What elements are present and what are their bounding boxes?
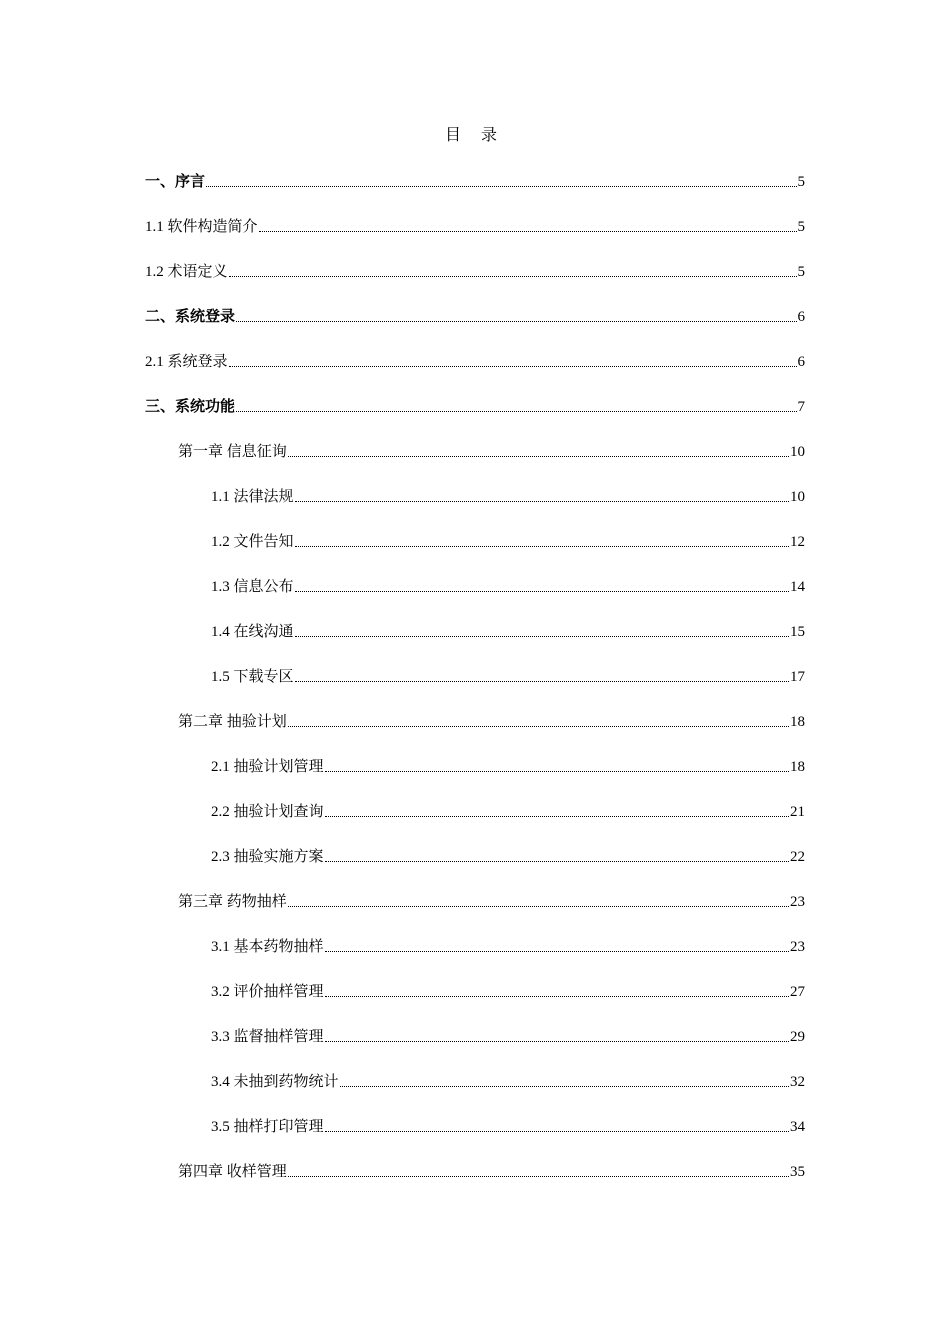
toc-entry[interactable] [211,847,805,867]
toc-entry-title: 第四章 收样管理 [178,1164,287,1180]
toc-dot-leader [325,1131,789,1132]
toc-page-number: 18 [790,714,805,730]
toc-dot-leader [236,411,796,412]
toc-dot-leader [295,591,789,592]
toc-dot-leader [325,1041,789,1042]
toc-entry[interactable] [211,622,805,642]
toc-entry-title: 1.2 文件告知 [211,534,294,550]
toc-dot-leader [325,951,789,952]
toc-dot-leader [325,996,789,997]
toc-dot-leader [206,186,796,187]
toc-entry-title: 1.5 下载专区 [211,669,294,685]
toc-dot-leader [340,1086,789,1087]
toc-page-number: 21 [790,804,805,820]
toc-page-number: 5 [797,219,805,235]
toc-dot-leader [288,906,789,907]
toc-entry[interactable] [211,532,805,552]
toc-entry-title: 1.1 软件构造简介 [145,219,258,235]
toc-page-number: 10 [790,444,805,460]
toc-dot-leader [229,366,797,367]
toc-entry-title: 三、系统功能 [145,398,236,415]
toc-entry[interactable] [178,1162,805,1182]
toc-dot-leader [229,276,797,277]
toc-dot-leader [288,456,789,457]
toc-entry-title: 1.1 法律法规 [211,489,294,505]
toc-page-number: 32 [790,1074,805,1090]
toc-entry[interactable] [211,937,805,957]
toc-page-number: 12 [790,534,805,550]
toc-entry[interactable] [211,757,805,777]
toc-entry[interactable] [211,1027,805,1047]
toc-entry-title: 1.3 信息公布 [211,579,294,595]
toc-dot-leader [295,546,789,547]
toc-entry[interactable] [211,487,805,507]
toc-entry-title: 1.2 术语定义 [145,264,228,280]
toc-page-number: 15 [790,624,805,640]
toc-dot-leader [288,1176,789,1177]
toc-page-number: 18 [790,759,805,775]
toc-entry-title: 3.1 基本药物抽样 [211,939,324,955]
toc-entry-title: 3.5 抽样打印管理 [211,1119,324,1135]
toc-page-number: 6 [797,309,805,325]
toc-entry[interactable] [211,802,805,822]
toc-dot-leader [295,636,789,637]
toc-entry[interactable] [211,667,805,687]
toc-entry[interactable] [178,892,805,912]
toc-entry-title: 2.1 系统登录 [145,354,228,370]
toc-entry[interactable] [211,1072,805,1092]
toc-entry[interactable] [145,352,805,372]
toc-dot-leader [325,816,789,817]
toc-page-number: 27 [790,984,805,1000]
toc-entry[interactable] [211,1117,805,1137]
toc-entry[interactable] [145,172,805,192]
toc-dot-leader [325,861,789,862]
toc-entry[interactable] [211,577,805,597]
toc-page-number: 6 [797,354,805,370]
toc-entry[interactable] [145,307,805,327]
toc-dot-leader [236,321,796,322]
toc-page-number: 5 [797,174,805,190]
toc-entry-title: 1.4 在线沟通 [211,624,294,640]
toc-entry-title: 第二章 抽验计划 [178,714,287,730]
toc-entry-title: 二、系统登录 [145,308,236,325]
toc-entry[interactable] [145,262,805,282]
toc-entry[interactable] [145,217,805,237]
toc-dot-leader [295,681,789,682]
toc-dot-leader [295,501,789,502]
toc-page-number: 22 [790,849,805,865]
toc-entry[interactable] [178,712,805,732]
toc-entry[interactable] [145,397,805,417]
toc-dot-leader [288,726,789,727]
toc-entry[interactable] [178,442,805,462]
toc-page-number: 34 [790,1119,805,1135]
toc-entry-title: 第一章 信息征询 [178,444,287,460]
toc-page-number: 7 [797,399,805,415]
toc-page-number: 23 [790,894,805,910]
toc-dot-leader [259,231,797,232]
toc-entry-title: 2.2 抽验计划查询 [211,804,324,820]
toc-page-number: 29 [790,1029,805,1045]
toc-entry-title: 一、序言 [145,173,206,190]
toc-entry[interactable] [211,982,805,1002]
toc-page-number: 35 [790,1164,805,1180]
toc-page-number: 5 [797,264,805,280]
toc-page-number: 23 [790,939,805,955]
toc-entry-title: 2.3 抽验实施方案 [211,849,324,865]
toc-page-number: 17 [790,669,805,685]
toc-dot-leader [325,771,789,772]
toc-entry-title: 3.4 未抽到药物统计 [211,1074,339,1090]
toc-page-number: 14 [790,579,805,595]
toc-page-number: 10 [790,489,805,505]
toc-entry-title: 第三章 药物抽样 [178,894,287,910]
toc-entry-title: 2.1 抽验计划管理 [211,759,324,775]
toc-entry-title: 3.3 监督抽样管理 [211,1029,324,1045]
toc-title: 目 录 [444,127,505,144]
toc-entry-title: 3.2 评价抽样管理 [211,984,324,1000]
